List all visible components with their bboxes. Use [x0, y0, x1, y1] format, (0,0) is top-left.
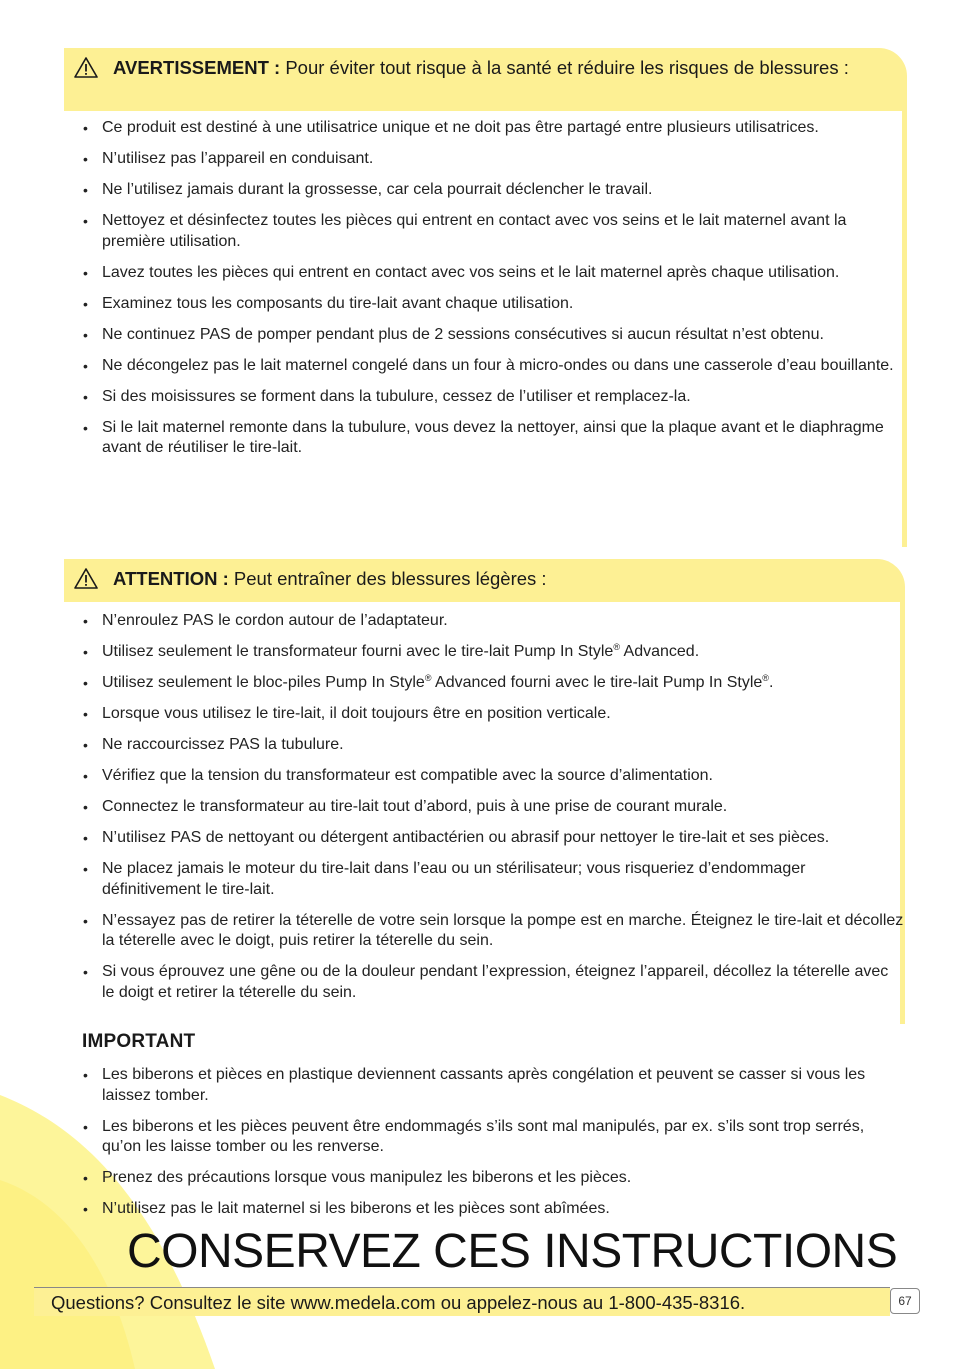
list-item: • Ne décongelez pas le lait maternel congelé dans un four à micro-ondes ou dans une casserole d’eau bouillante.: [64, 356, 907, 377]
list-item: • Lorsque vous utilisez le tire-lait, il doit toujours être en position verticale.: [64, 704, 905, 725]
caution-list: [64, 602, 905, 1003]
warning-label: AVERTISSEMENT :: [113, 57, 281, 78]
list-item: • Ce produit est destiné à une utilisatrice unique et ne doit pas être partagé entre plusieurs utilisatrices.: [64, 118, 907, 139]
list-item: • N’utilisez PAS de nettoyant ou détergent antibactérien ou abrasif pour nettoyer le tire-lait et ses pièces.: [64, 828, 905, 849]
caution-section: [64, 559, 905, 1014]
important-heading: IMPORTANT: [82, 1031, 196, 1052]
warning-header: [64, 48, 907, 111]
list-item: • Vérifiez que la tension du transformateur est compatible avec la source d’alimentation.: [64, 766, 905, 787]
caution-heading: [113, 567, 875, 591]
warning-text: Pour éviter tout risque à la santé et réduire les risques de blessures :: [285, 57, 849, 78]
list-item: • N’enroulez PAS le cordon autour de l’adaptateur.: [64, 611, 905, 632]
important-list: [64, 1065, 894, 1220]
important-section: [64, 1065, 894, 1230]
list-item: • Ne placez jamais le moteur du tire-lait dans l’eau ou un stérilisateur; vous risqueriez d’endommager définitivement le tire-lait.: [64, 859, 905, 900]
page-title: CONSERVEZ CES INSTRUCTIONS: [127, 1225, 898, 1278]
warning-heading: [113, 56, 877, 80]
list-item: • Ne l’utilisez jamais durant la grossesse, car cela pourrait déclencher le travail.: [64, 180, 907, 201]
list-item: • Ne raccourcissez PAS la tubulure.: [64, 735, 905, 756]
footer-contact: Questions? Consultez le site www.medela.com ou appelez-nous au 1-800-435-8316.: [51, 1292, 746, 1313]
warning-section: [64, 48, 907, 469]
page-number: 67: [890, 1288, 920, 1314]
list-item: • Nettoyez et désinfectez toutes les pièces qui entrent en contact avec vos seins et le lait maternel avant la première utilisation.: [64, 211, 907, 252]
list-item: • Connectez le transformateur au tire-lait tout d’abord, puis à une prise de courant murale.: [64, 797, 905, 818]
list-item: • N’utilisez pas le lait maternel si les biberons et les pièces sont abîmées.: [64, 1199, 894, 1220]
list-item: • Si vous éprouvez une gêne ou de la douleur pendant l’expression, éteignez l’appareil, décollez la téterelle avec le doigt et retirer la téterelle du sein.: [64, 962, 905, 1003]
list-item: • Utilisez seulement le transformateur fourni avec le tire-lait Pump In Style® Advanced.: [64, 642, 905, 663]
list-item: • N’utilisez pas l’appareil en conduisant.: [64, 149, 907, 170]
list-item: • Utilisez seulement le bloc-piles Pump In Style® Advanced fourni avec le tire-lait Pump In Style®.: [64, 673, 905, 694]
warning-triangle-icon: [74, 56, 98, 78]
list-item: • Les biberons et pièces en plastique deviennent cassants après congélation et peuvent se casser si vous les laissez tomber.: [64, 1065, 894, 1106]
list-item: • N’essayez pas de retirer la téterelle de votre sein lorsque la pompe est en marche. Éteignez le tire-lait et décollez la téterelle avec le doigt, puis retirer la téterelle du sein.: [64, 911, 905, 952]
list-item: • Prenez des précautions lorsque vous manipulez les biberons et les pièces.: [64, 1168, 894, 1189]
list-item: • Ne continuez PAS de pomper pendant plus de 2 sessions consécutives si aucun résultat n’est obtenu.: [64, 325, 907, 346]
list-item: • Si le lait maternel remonte dans la tubulure, vous devez la nettoyer, ainsi que la plaque avant et le diaphragme avant de réutiliser le tire-lait.: [64, 418, 907, 459]
caution-label: ATTENTION :: [113, 568, 229, 589]
warning-list: [64, 111, 907, 459]
list-item: • Si des moisissures se forment dans la tubulure, cessez de l’utiliser et remplacez-la.: [64, 387, 907, 408]
caution-header: [64, 559, 905, 602]
warning-triangle-icon: [74, 567, 98, 589]
list-item: • Examinez tous les composants du tire-lait avant chaque utilisation.: [64, 294, 907, 315]
list-item: • Les biberons et les pièces peuvent être endommagés s’ils sont mal manipulés, par ex. s’ils sont trop serrés, qu’on les laisse tomber ou les renverse.: [64, 1117, 894, 1158]
list-item: • Lavez toutes les pièces qui entrent en contact avec vos seins et le lait maternel après chaque utilisation.: [64, 263, 907, 284]
caution-text: Peut entraîner des blessures légères :: [233, 568, 547, 589]
